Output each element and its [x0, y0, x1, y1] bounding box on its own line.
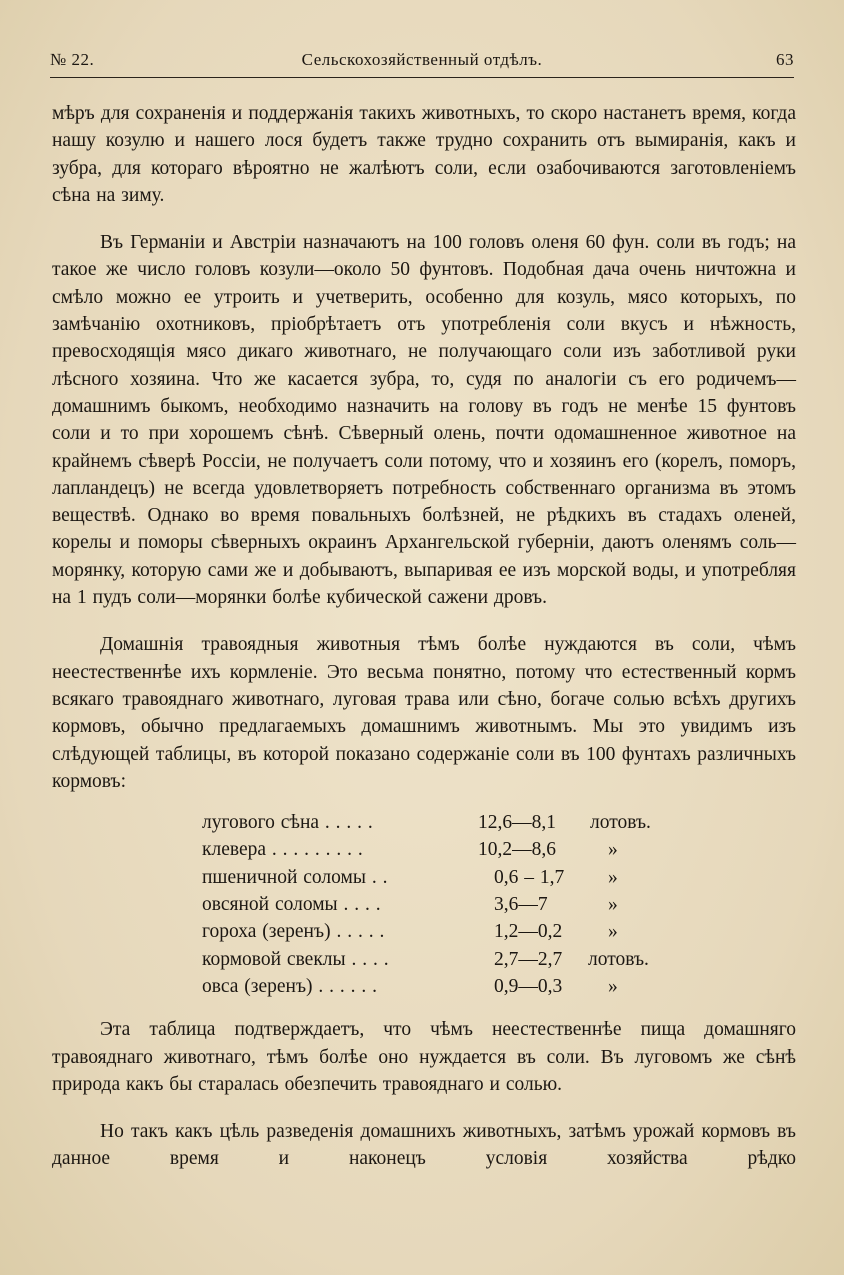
table-unit: »: [608, 975, 618, 997]
table-row: [202, 864, 796, 891]
table-row: [202, 946, 796, 973]
paragraph: мѣръ для сохраненія и поддержанія такихъ животныхъ, то скоро настанетъ время, когда нашу козулю и нашего лося будетъ также трудно сохранить отъ вымиранія, какъ и зубра, для котораго вѣроятно не жалѣютъ соли, если озабочиваются заготовленіемъ сѣна на зиму.: [52, 103, 796, 206]
table-row: [202, 918, 796, 945]
table-row: [202, 809, 796, 836]
table-item: кормовой свеклы . . . .: [202, 948, 389, 970]
header-rule: [50, 77, 794, 78]
table-unit: »: [608, 866, 618, 888]
table-unit: »: [608, 921, 618, 943]
page-body: [52, 100, 796, 1193]
table-value: 1,2—0,2: [494, 921, 563, 943]
table-row: [202, 891, 796, 918]
table-item: гороха (зеренъ) . . . . .: [202, 921, 385, 943]
table-row: [202, 973, 796, 1000]
section-title: Сельскохозяйственный отдѣлъ.: [301, 50, 543, 69]
table-unit: лотовъ.: [588, 948, 649, 970]
table-item: лугового сѣна . . . . .: [202, 812, 373, 834]
table-item: овса (зеренъ) . . . . . .: [202, 975, 378, 997]
table-item: овсяной соломы . . . .: [202, 894, 381, 916]
page-header: [50, 50, 794, 76]
paragraph: Эта таблица подтверждаетъ, что чѣмъ неестественнѣе пища домашняго травояднаго животнаго, тѣмъ болѣе оно нуждается въ соли. Въ луговомъ же сѣнѣ природа какъ бы старалась обезпечить травояднаго и солью.: [52, 1019, 796, 1095]
table-item: пшеничной соломы . .: [202, 866, 388, 888]
paragraph: Въ Германіи и Австріи назначаютъ на 100 головъ оленя 60 фун. соли въ годъ; на такое же число головъ козули—около 50 фунтовъ. Подобная дача очень ничтожна и смѣло можно ее утроить и учетверить, особенно для козуль, мясо которыхъ, по замѣчанію охотниковъ, пріобрѣтаетъ отъ употребленія соли вкусъ и нѣжность, превосходящія мясо дикаго животнаго, не получающаго соли изъ заботливой руки лѣсного хозяина. Что же касается зубра, то, судя по аналогіи съ его родичемъ—домашнимъ быкомъ, необходимо назначить на голову въ годъ не менѣе 15 фунтовъ соли и то при хорошемъ сѣнѣ. Сѣверный олень, почти одомашненное животное на крайнемъ сѣверѣ Россіи, не получаетъ соли потому, что и хозяинъ его (корелъ, поморъ, лапландецъ) не всегда удовлетворяетъ потребность собственнаго организма въ этомъ веществѣ. Однако во время повальныхъ болѣзней, не рѣдкихъ въ стадахъ оленей, корелы и поморы сѣверныхъ окраинъ Архангельской губерніи, даютъ оленямъ соль—морянку, которую сами же и добываютъ, выпаривая ее изъ морской воды, и употребляя на 1 пудъ соли—морянки болѣе кубической сажени дровъ.: [52, 232, 796, 609]
table-row: [202, 836, 796, 863]
table-value: 3,6—7: [494, 894, 548, 916]
table-value: 10,2—8,6: [478, 839, 556, 861]
table-value: 0,6 – 1,7: [494, 866, 565, 888]
issue-number: № 22.: [50, 50, 95, 69]
table-unit: »: [608, 894, 618, 916]
salt-content-table: [202, 809, 796, 1000]
table-unit: »: [608, 839, 618, 861]
page-number: 63: [776, 50, 794, 69]
paragraph: Домашнія травоядныя животныя тѣмъ болѣе нуждаются въ соли, чѣмъ неестественнѣе ихъ кормленіе. Это весьма понятно, потому что естественный кормъ всякаго травояднаго животнаго, луговая трава или сѣно, богаче солью всѣхъ другихъ кормовъ, обычно предлагаемыхъ домашнимъ животнымъ. Мы это увидимъ изъ слѣдующей таблицы, въ которой показано содержаніе соли въ 100 фунтахъ различныхъ кормовъ:: [52, 634, 796, 792]
paragraph: Но такъ какъ цѣль разведенія домашнихъ животныхъ, затѣмъ урожай кормовъ въ данное время и наконецъ условія хозяйства рѣдко: [52, 1121, 796, 1170]
table-value: 12,6—8,1: [478, 812, 556, 834]
table-value: 2,7—2,7: [494, 948, 563, 970]
table-item: клевера . . . . . . . . .: [202, 839, 363, 861]
table-value: 0,9—0,3: [494, 975, 563, 997]
table-unit: лотовъ.: [590, 812, 651, 834]
